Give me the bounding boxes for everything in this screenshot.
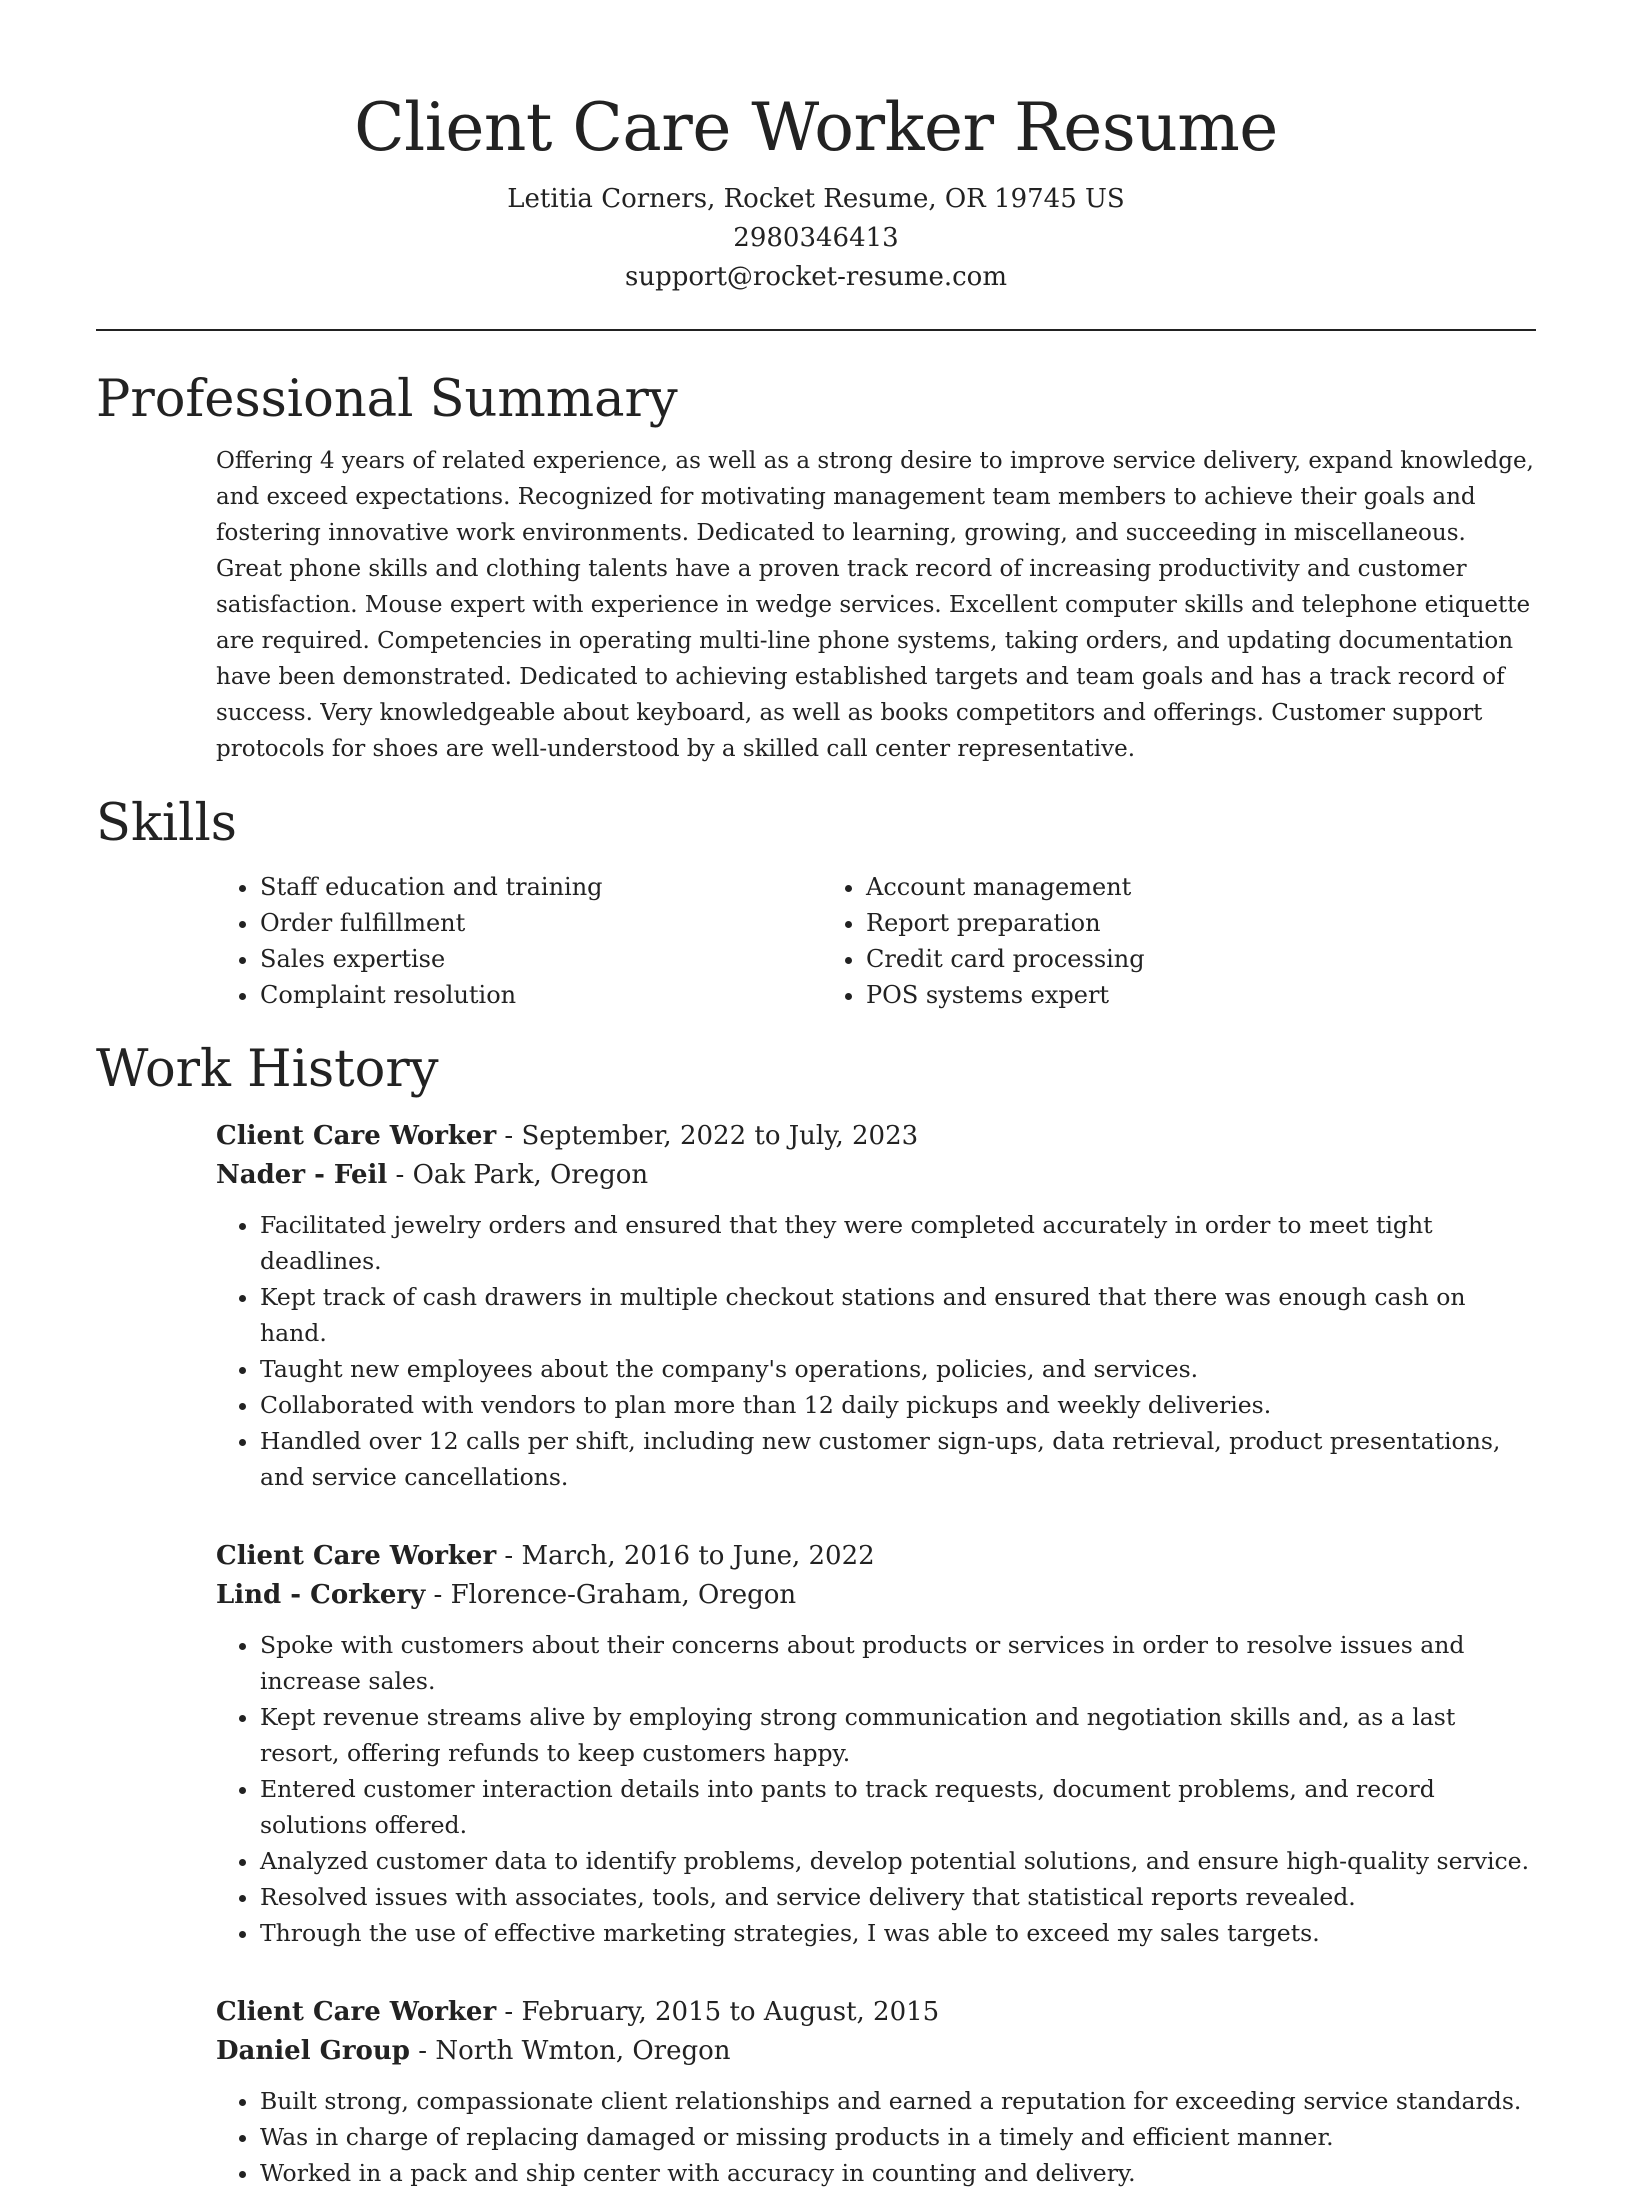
job-bullet: • Entered customer interaction details into pants to track requests, document problems, and record solutions offered. [260,1771,1536,1843]
job-bullets [216,2083,1536,2191]
job-bullet: • Facilitated jewelry orders and ensured that they were completed accurately in order to meet tight deadlines. [260,1207,1536,1279]
skill-item: • POS systems expert [866,977,1422,1013]
job-bullet: • Worked in a pack and ship center with accuracy in counting and delivery. [260,2155,1536,2191]
job-company-line: Daniel Group - North Wmton, Oregon [216,2036,731,2066]
job-location: Florence-Graham, Oregon [450,1580,797,1610]
job-dates: March, 2016 to June, 2022 [521,1541,875,1571]
contact-block [96,180,1536,297]
job-entry [216,1993,1536,2191]
job-bullet: • Collaborated with vendors to plan more than 12 daily pickups and weekly deliveries. [260,1387,1536,1423]
job-bullet: • Kept track of cash drawers in multiple checkout stations and ensured that there was enough cash on hand. [260,1279,1536,1351]
job-company-line: Nader - Feil - Oak Park, Oregon [216,1160,649,1190]
job-title-line: Client Care Worker - March, 2016 to June, 2022 [216,1541,875,1571]
job-title-line: Client Care Worker - September, 2022 to July, 2023 [216,1121,919,1151]
skill-item: • Credit card processing [866,941,1422,977]
skill-item: • Complaint resolution [260,977,822,1013]
job-bullet: • Spoke with customers about their concerns about products or services in order to resolve issues and increase sales. [260,1627,1536,1699]
summary-text: Offering 4 years of related experience, as well as a strong desire to improve service delivery, expand knowledge, and exceed expectations. Recognized for motivating management team members to achieve their goals and fostering innovative work environments. Dedicated to learning, growing, and succeeding in miscellaneous. Great phone skills and clothing talents have a proven track record of increasing productivity and customer satisfaction. Mouse expert with experience in wedge services. Excellent computer skills and telephone etiquette are required. Competencies in operating multi-line phone systems, taking orders, and updating documentation have been demonstrated. Dedicated to achieving established targets and team goals and has a track record of success. Very knowledgeable about keyboard, as well as books competitors and offerings. Customer support protocols for shoes are well-understood by a skilled call center representative. [216,448,1534,762]
resume-page [96,0,1536,2191]
contact-address: Letitia Corners, Rocket Resume, OR 19745 US [507,184,1125,214]
skill-item: • Report preparation [866,905,1422,941]
job-bullet: • Built strong, compassionate client relationships and earned a reputation for exceeding service standards. [260,2083,1536,2119]
skill-item: • Staff education and training [260,869,822,905]
skills-column-right [822,869,1422,1013]
job-bullet: • Was in charge of replacing damaged or missing products in a timely and efficient manner. [260,2119,1536,2155]
job-location: North Wmton, Oregon [435,2036,731,2066]
job-dates: February, 2015 to August, 2015 [521,1997,940,2027]
job-location: Oak Park, Oregon [412,1160,649,1190]
job-company: Lind - Corkery [216,1580,426,1610]
section-heading-work-history: Work History [96,1040,439,1099]
contact-email: support@rocket-resume.com [624,262,1007,292]
job-bullet: • Handled over 12 calls per shift, including new customer sign-ups, data retrieval, product presentations, and service cancellations. [260,1423,1536,1495]
job-entry [216,1537,1536,1951]
job-company: Nader - Feil [216,1160,388,1190]
skills-column-left [216,869,822,1013]
header-divider [96,329,1536,331]
job-title: Client Care Worker [216,1541,497,1571]
job-bullet: • Resolved issues with associates, tools, and service delivery that statistical reports revealed. [260,1879,1536,1915]
contact-phone: 2980346413 [733,223,899,253]
skill-item: • Sales expertise [260,941,822,977]
section-heading-summary: Professional Summary [96,370,678,429]
job-title-line: Client Care Worker - February, 2015 to August, 2015 [216,1997,940,2027]
skill-item: • Account management [866,869,1422,905]
section-heading-skills: Skills [96,794,237,853]
job-title: Client Care Worker [216,1997,497,2027]
skill-item: • Order fulfillment [260,905,822,941]
job-bullet: • Taught new employees about the company's operations, policies, and services. [260,1351,1536,1387]
job-bullets [216,1627,1536,1951]
job-bullet: • Analyzed customer data to identify problems, develop potential solutions, and ensure high-quality service. [260,1843,1536,1879]
job-bullet: • Kept revenue streams alive by employing strong communication and negotiation skills and, as a last resort, offering refunds to keep customers happy. [260,1699,1536,1771]
job-bullets [216,1207,1536,1495]
job-title: Client Care Worker [216,1121,497,1151]
resume-title: Client Care Worker Resume [354,89,1278,166]
job-company: Daniel Group [216,2036,410,2066]
job-bullet: • Through the use of effective marketing strategies, I was able to exceed my sales targets. [260,1915,1536,1951]
job-dates: September, 2022 to July, 2023 [521,1121,919,1151]
job-company-line: Lind - Corkery - Florence-Graham, Oregon [216,1580,797,1610]
skills-list [216,869,1536,1013]
job-entry [216,1117,1536,1495]
